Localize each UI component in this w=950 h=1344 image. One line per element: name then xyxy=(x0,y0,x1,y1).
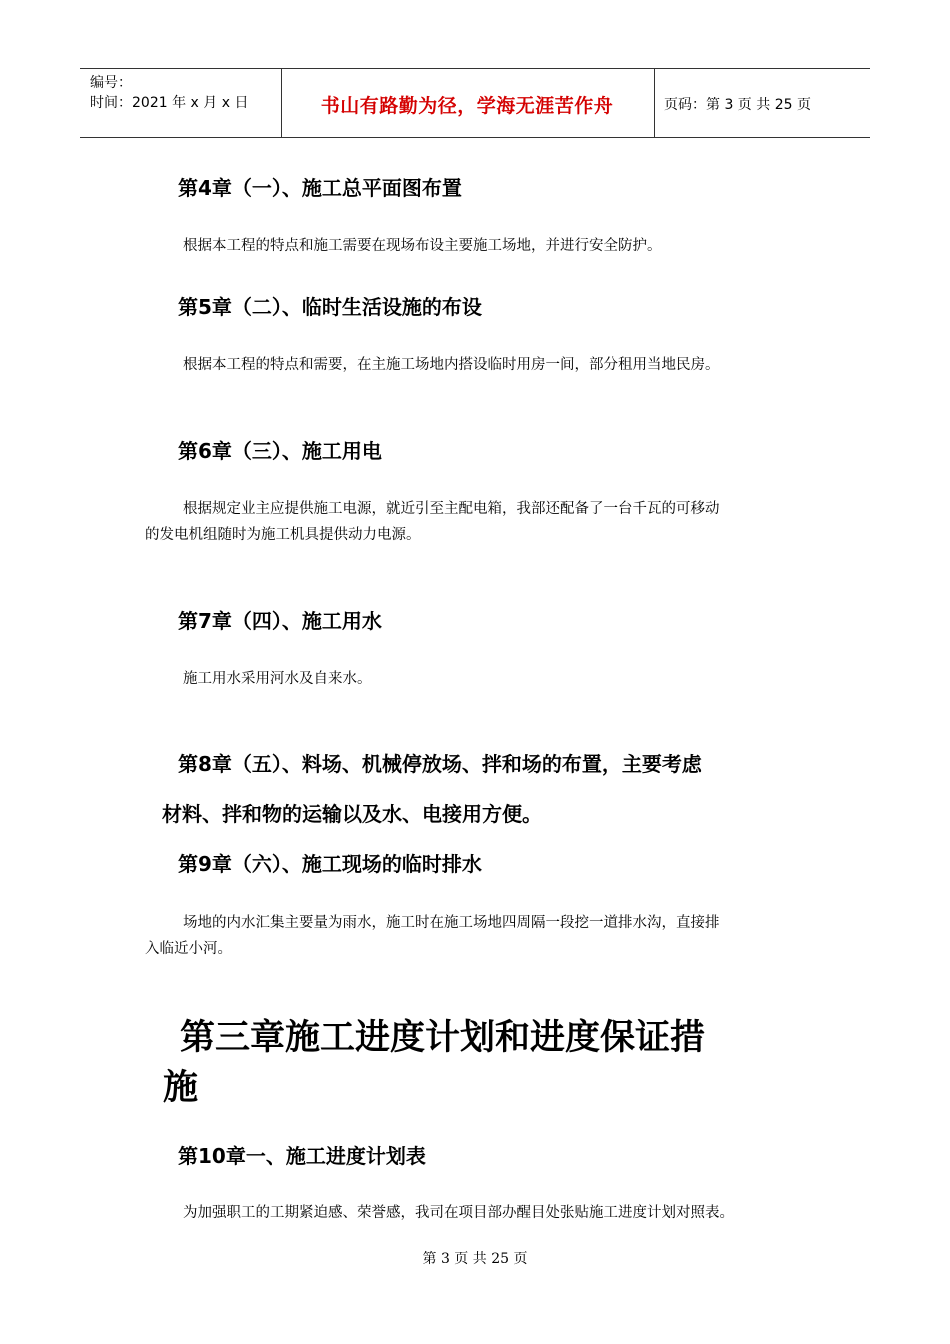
header-page-info: 页码：第 3 页 共 25 页 xyxy=(664,97,811,113)
section-6-body-line1: 根据规定业主应提供施工电源，就近引至主配电箱，我部还配备了一台千瓦的可移动 xyxy=(183,501,720,517)
section-10-title: 第10章一、施工进度计划表 xyxy=(178,1144,426,1168)
page-header xyxy=(80,68,870,138)
section-9-body-line1: 场地的内水汇集主要量为雨水，施工时在施工场地四周隔一段挖一道排水沟，直接排 xyxy=(183,915,720,931)
header-divider xyxy=(654,69,655,137)
section-7-body: 施工用水采用河水及自来水。 xyxy=(183,671,372,687)
chapter-3-title-line2: 施 xyxy=(163,1068,199,1108)
section-4-title: 第4章（一）、施工总平面图布置 xyxy=(178,176,462,200)
header-date: 时间：2021 年 x 月 x 日 xyxy=(90,95,249,111)
header-meta xyxy=(90,73,248,113)
section-5-title: 第5章（二）、临时生活设施的布设 xyxy=(178,295,482,319)
section-6-body-line2: 的发电机组随时为施工机具提供动力电源。 xyxy=(145,527,421,543)
section-9-title: 第9章（六）、施工现场的临时排水 xyxy=(178,852,482,876)
section-5-body: 根据本工程的特点和需要，在主施工场地内搭设临时用房一间，部分租用当地民房。 xyxy=(183,357,720,373)
page-footer: 第 3 页 共 25 页 xyxy=(422,1251,528,1267)
section-8-title-line2: 材料、拌和物的运输以及水、电接用方便。 xyxy=(162,802,542,826)
header-number: 编号： xyxy=(90,75,132,91)
section-10-body: 为加强职工的工期紧迫感、荣誉感，我司在项目部办醒目处张贴施工进度计划对照表。 xyxy=(183,1205,734,1221)
section-8-title-line1: 第8章（五）、料场、机械停放场、拌和场的布置，主要考虑 xyxy=(178,752,702,776)
section-7-title: 第7章（四）、施工用水 xyxy=(178,609,382,633)
header-motto: 书山有路勤为径，学海无涯苦作舟 xyxy=(320,95,614,117)
section-6-title: 第6章（三）、施工用电 xyxy=(178,439,382,463)
section-4-body: 根据本工程的特点和施工需要在现场布设主要施工场地，并进行安全防护。 xyxy=(183,238,662,254)
section-9-body-line2: 入临近小河。 xyxy=(145,941,232,957)
chapter-3-title-line1: 第三章施工进度计划和进度保证措 xyxy=(180,1018,706,1058)
